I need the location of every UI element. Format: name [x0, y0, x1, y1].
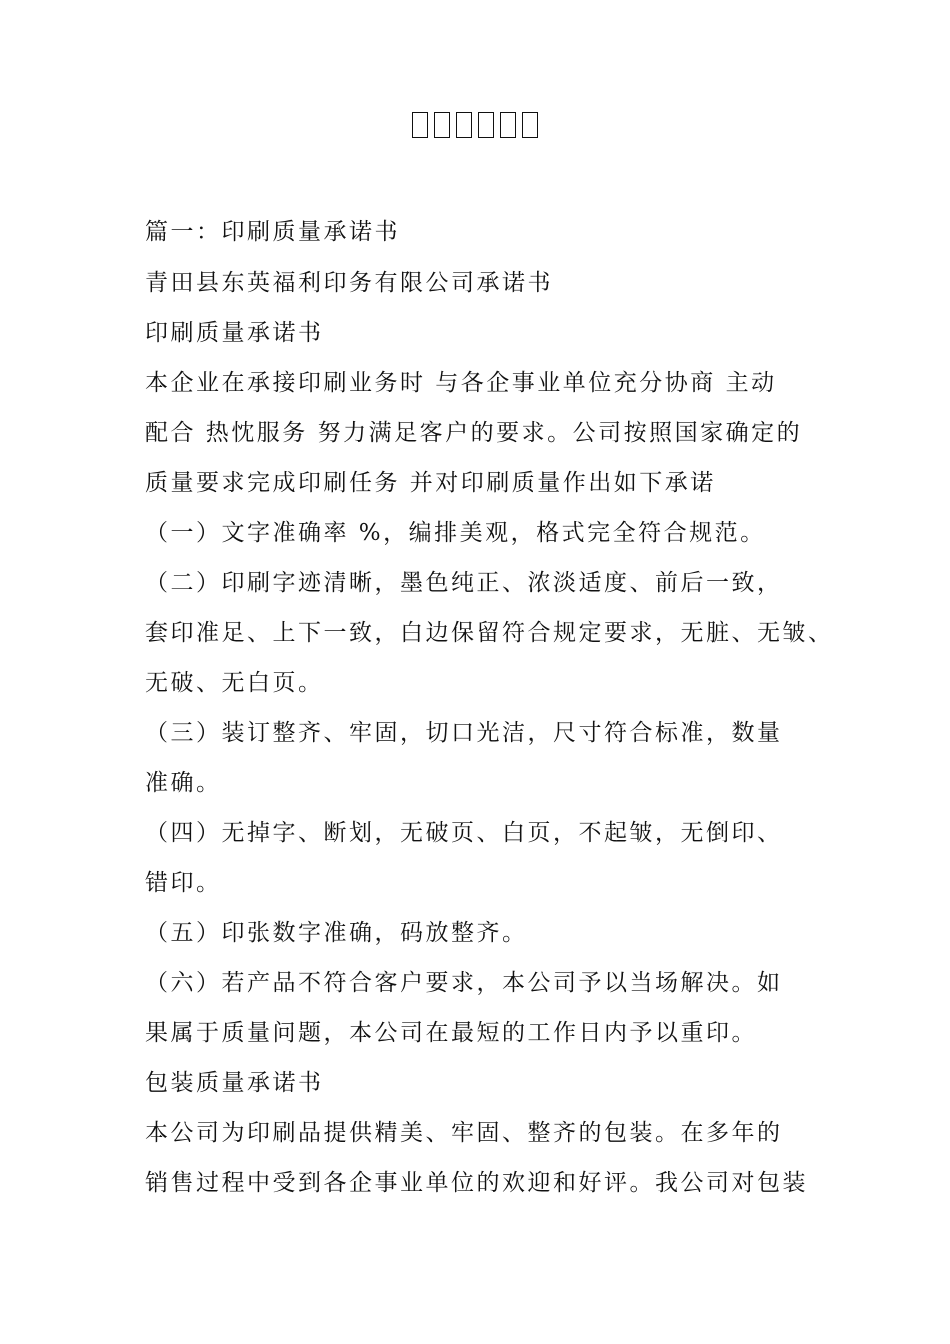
paragraph-line: 错印。 — [145, 870, 222, 896]
paragraph-line: 本企业在承接印刷业务时 与各企事业单位充分协商 主动 — [145, 370, 777, 396]
list-item-6: （六）若产品不符合客户要求，本公司予以当场解决。如 — [145, 970, 783, 996]
paragraph-line: 套印准足、上下一致，白边保留符合规定要求，无脏、无皱、 — [145, 620, 834, 646]
list-item-5: （五）印张数字准确，码放整齐。 — [145, 920, 528, 946]
missing-glyph-box — [434, 112, 450, 138]
list-item-1: （一）文字准确率 %，编排美观，格式完全符合规范。 — [145, 520, 766, 546]
missing-glyph-box — [522, 112, 538, 138]
paragraph-line: 果属于质量问题，本公司在最短的工作日内予以重印。 — [145, 1020, 757, 1046]
paragraph-line: 本公司为印刷品提供精美、牢固、整齐的包装。在多年的 — [145, 1120, 783, 1146]
missing-glyph-box — [456, 112, 472, 138]
list-item-3: （三）装订整齐、牢固，切口光洁，尺寸符合标准，数量 — [145, 720, 783, 746]
subheading-print-quality: 印刷质量承诺书 — [145, 320, 324, 346]
list-item-4: （四）无掉字、断划，无破页、白页，不起皱，无倒印、 — [145, 820, 783, 846]
paragraph-line: 销售过程中受到各企事业单位的欢迎和好评。我公司对包装 — [145, 1170, 808, 1196]
paragraph-line: 无破、无白页。 — [145, 670, 324, 696]
document-title — [0, 104, 950, 144]
paragraph-line: 配合 热忱服务 努力满足客户的要求。公司按照国家确定的 — [145, 420, 803, 446]
missing-glyph-box — [412, 112, 428, 138]
company-heading: 青田县东英福利印务有限公司承诺书 — [145, 270, 553, 296]
list-item-2: （二）印刷字迹清晰，墨色纯正、浓淡适度、前后一致， — [145, 570, 783, 596]
missing-glyph-box — [478, 112, 494, 138]
paragraph-line: 准确。 — [145, 770, 222, 796]
missing-glyph-box — [500, 112, 516, 138]
paragraph-line: 质量要求完成印刷任务 并对印刷质量作出如下承诺 — [145, 470, 716, 496]
subheading-packaging-quality: 包装质量承诺书 — [145, 1070, 324, 1096]
section-heading: 篇一：印刷质量承诺书 — [145, 219, 400, 245]
